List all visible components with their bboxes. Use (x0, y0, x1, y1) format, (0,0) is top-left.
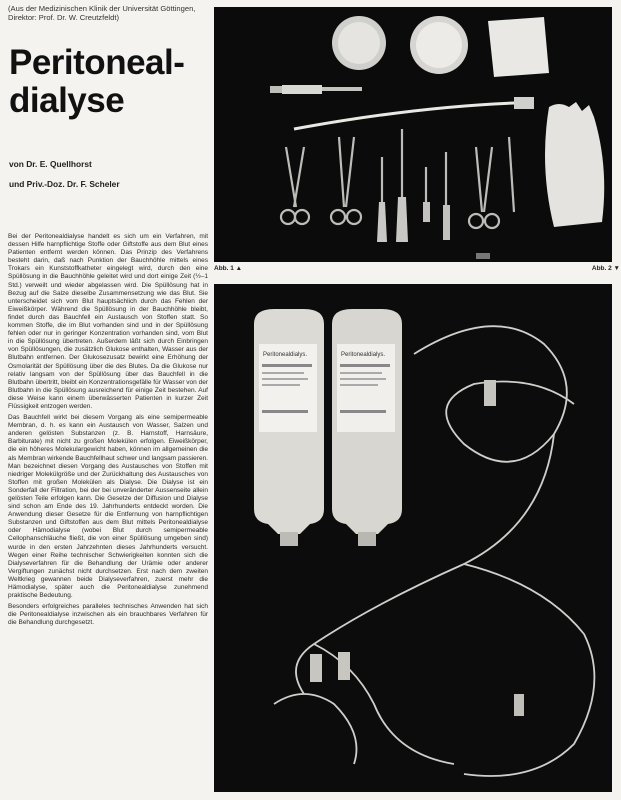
figure-2-caption: Abb. 2 ▼ (591, 265, 620, 272)
figure-1-photo (214, 7, 612, 262)
title-line-1: Peritoneal- (9, 43, 185, 82)
figure-1-caption: Abb. 1 ▲ (214, 265, 243, 272)
bottle-label-right: Peritonealdialys. (341, 352, 386, 358)
authors (9, 154, 209, 194)
page-title (9, 44, 209, 120)
figure-2-photo (214, 284, 612, 792)
paragraph-1: Bei der Peritonealdialyse handelt es sich um ein Verfahren, mit dessen Hilfe harnpflichtige Stoffe oder Giftstoffe aus dem Blut eines Patienten entfernt werden können. Das Prinzip des Verfahrens besteht darin, daß nach Punktion der Bauchhöhle mittels eines Trokars ein Kunststoffkatheter eingelegt wird, durch den eine Spüllösung in die Bauchhöhle geleitet wird und dort einige Zeit (½–1 Std.) verweilt und wieder abgelassen wird. Die Spüllösung hat in Bezug auf die Salze dieselbe Zusammensetzung wie das Blut. Sie unterscheidet sich vom Blut hauptsächlich durch das Fehlen der Eiweißkörper. Während die Spüllösung in der Bauchhöhle bleibt, findet durch das Bauchfell ein Austausch von Stoffen statt. So kommen Stoffe, die im Blut vorhanden sind und in der Spüllösung fehlen oder nur in geringer Konzentration vorhanden sind, vom Blut in die Spüllösung übertreten. Außerdem läßt sich durch Einbringen von Spüllösungen, die zusätzlich Glukose enthalten, Wasser aus der Blutbahn entfernen. Der Glukosezusatz bewirkt eine Erhöhung der Osmolarität der Spüllösung über die des Blutes. Da die Glukose nur relativ langsam von der Spüllösung über das Bauchfell in die Blutbahn übertritt, bleibt ein Konzentrationsgefälle für Wasser von der Blutbahn in die Spüllösung ausreichend für einige Zeit bestehen. Auf diese Weise kann einem überwässerten Patienten in kurzer Zeit Flüssigkeit entzogen werden. (8, 233, 208, 410)
title-line-2: dialyse (9, 81, 125, 120)
article-body (8, 233, 208, 793)
header-note: (Aus der Medizinischen Klinik der Universität Göttingen, Direktor: Prof. Dr. W. Creutzfeldt) (8, 4, 196, 22)
paragraph-2: Das Bauchfell wirkt bei diesem Vorgang als eine semipermeable Membran, d. h. es kann ein Austausch von Wasser, Salzen und anderen gelösten Substanzen (z. B. Harnstoff, Harnsäure, Barbiturate) mit nicht zu großen Molekülen erfolgen. Eiweißkörper, die ein höheres Molekulargewicht haben, können im allgemeinen die als Membran wirkende Bauchfellhaut schwer und langsam passieren. Man bezeichnet diesen Vorgang des Austausches von Stoffen mit niedriger Molekülgröße und der Zurückhaltung des Austausches von Stoffen mit großen Molekülen als Dialyse. Die Dialyse ist ein Sonderfall der Filtration, bei der bei unveränderter Aussenseite allein gelösten Teile erfolgen kann. Die Gesetze der Diffusion und Dialyse sind schon am Ende des 19. Jahrhunderts entdeckt worden. Die Anwendung dieser Gesetze für die Entfernung von harnpflichtigen Substanzen und Giftstoffen aus dem Blut mittels Peritonealdialyse oder Hämodialyse (wobei Blut durch semipermeable Cellophanschläuche fließt, die von einer Spüllösung umgeben sind) wurde in den ersten Jahrzehnten dieses Jahrhunderts versucht. Wegen einer Reihe technischer Schwierigkeiten konnten sich die Dialyseverfahren für die Behandlung der Urämie oder anderer Vergiftungen zunächst nicht durchsetzen. Erst nach dem zweiten Weltkrieg gewannen beide Dialyseverfahren, zuerst mehr die Hämodialyse, später auch die Peritonealdialyse zunehmend praktische Bedeutung. (8, 414, 208, 600)
paragraph-3: Besonders erfolgreiches paralleles technisches Anwenden hat sich die Peritonealdialyse inzwischen als ein brauchbares Verfahren für die Behandlung durchgesetzt. (8, 603, 208, 627)
author-1: von Dr. E. Quellhorst (9, 159, 92, 169)
bottle-label-left: Peritonealdialys. (263, 352, 308, 358)
author-2: und Priv.-Doz. Dr. F. Scheler (9, 179, 120, 189)
